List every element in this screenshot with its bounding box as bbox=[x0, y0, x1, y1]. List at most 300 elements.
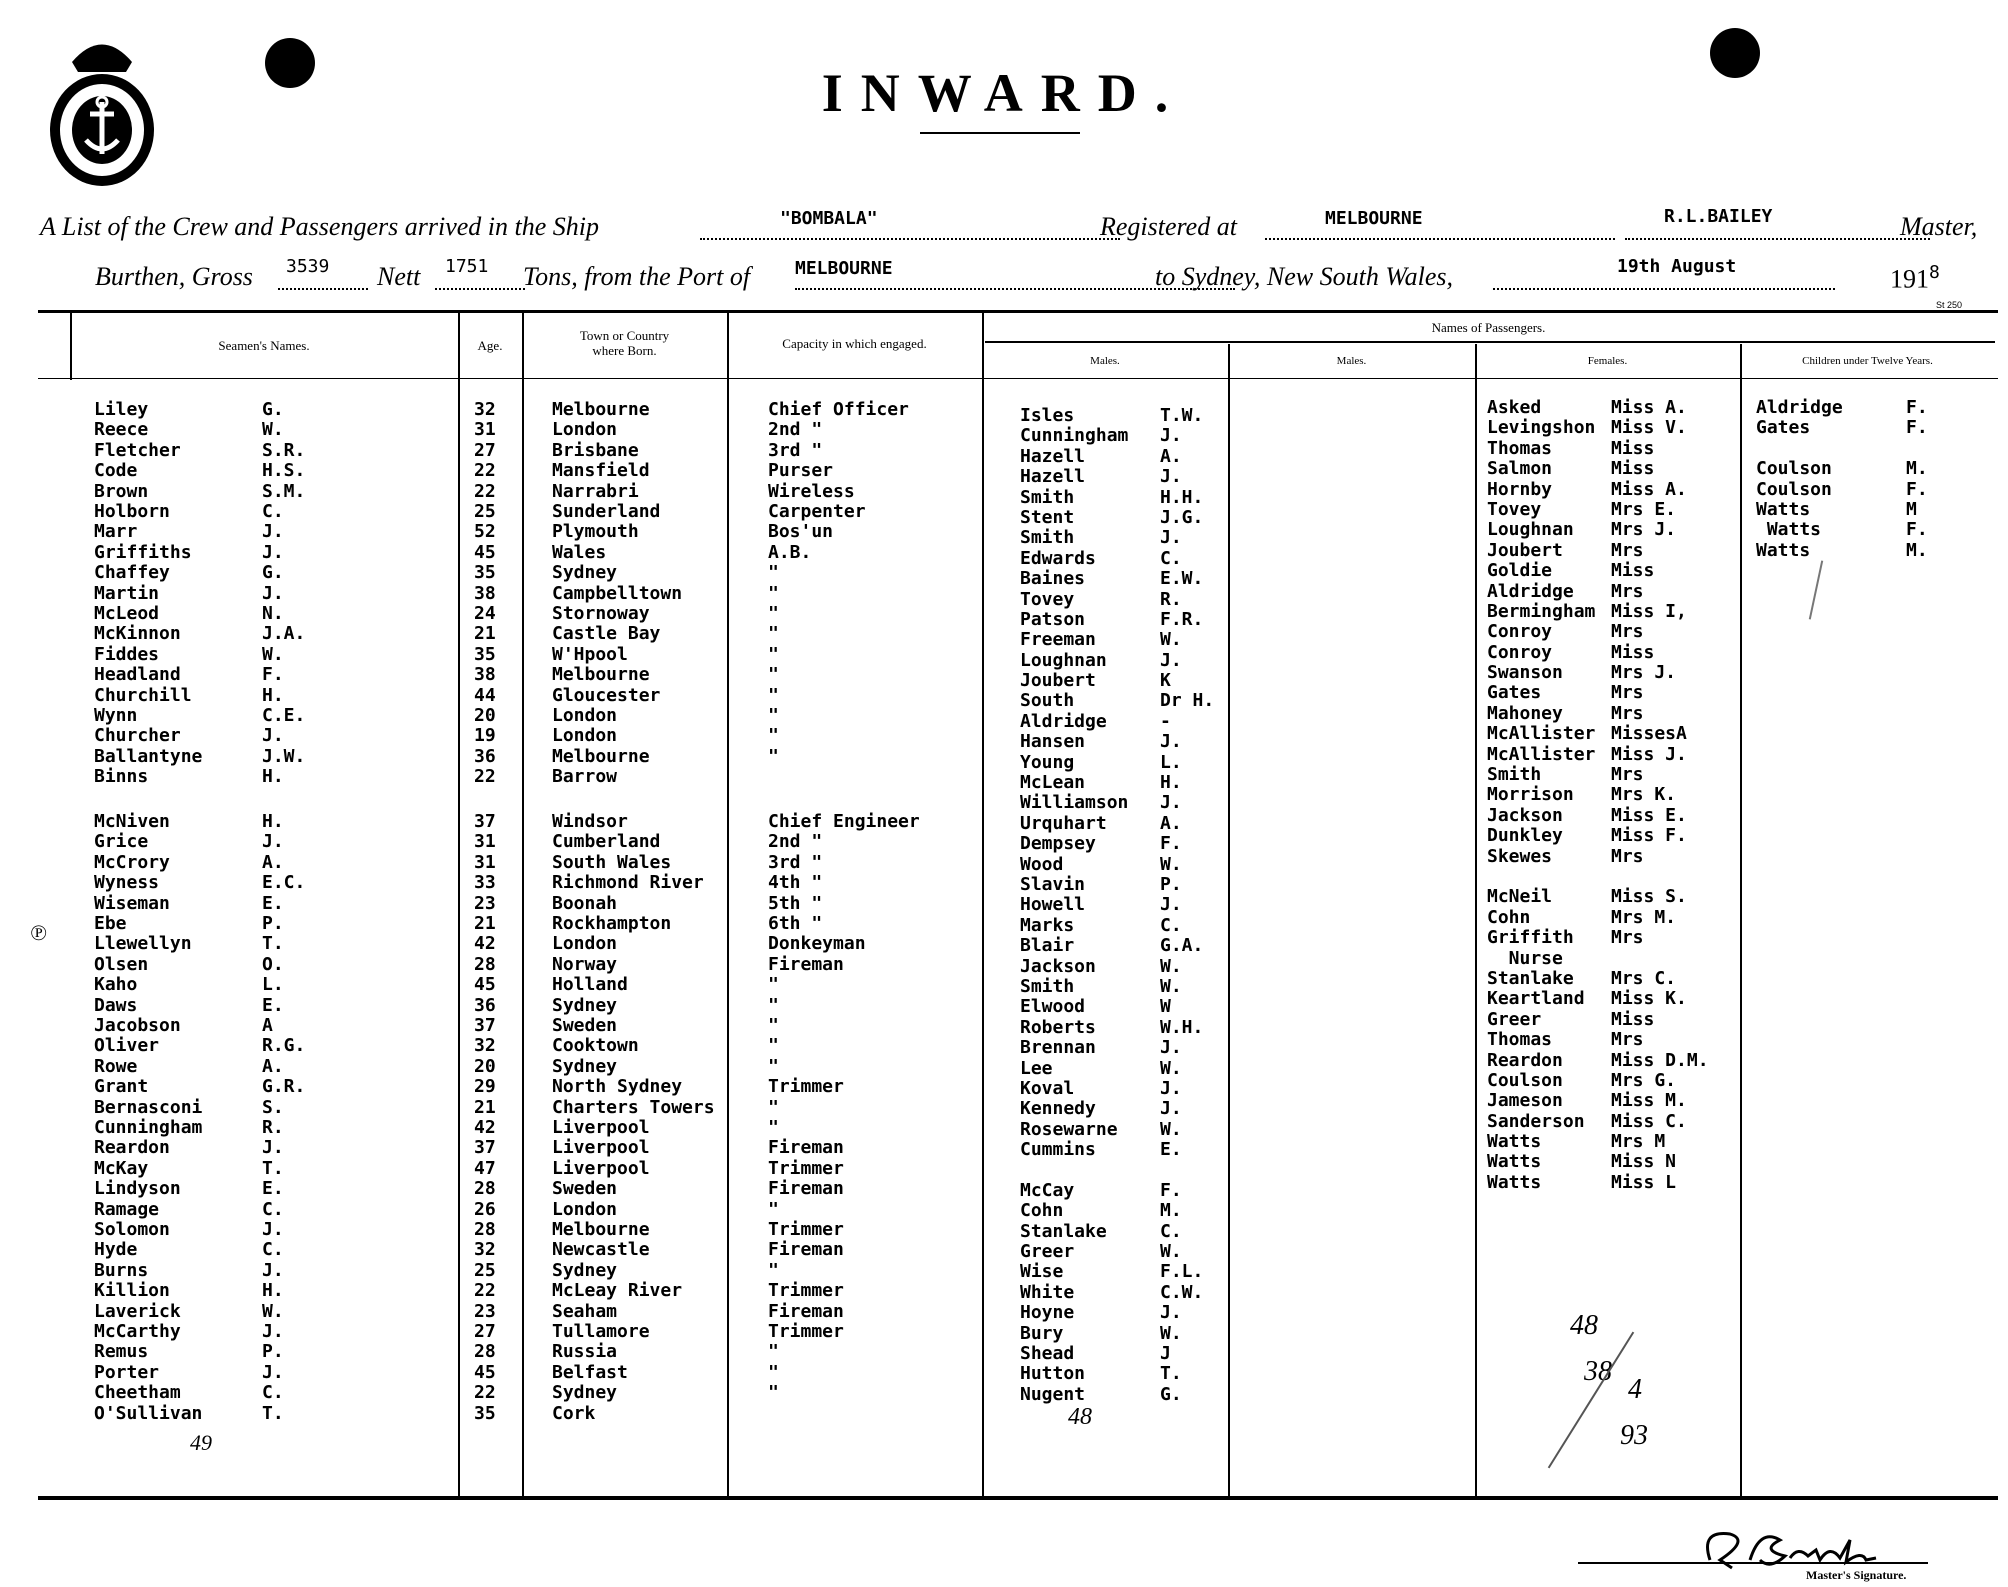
crew-birthplace: Stornoway bbox=[552, 603, 650, 624]
female-passenger-surname: Bermingham bbox=[1487, 600, 1596, 622]
female-passenger-title: Mrs J. bbox=[1611, 519, 1677, 541]
child-passenger-title: F. bbox=[1906, 417, 1928, 439]
crew-surname: Chaffey bbox=[94, 562, 170, 584]
female-passenger-surname: Dunkley bbox=[1487, 825, 1563, 847]
header-line-1 bbox=[40, 206, 2000, 246]
crew-capacity: Trimmer bbox=[768, 1280, 844, 1302]
crew-capacity: 3rd " bbox=[768, 851, 823, 873]
crew-row bbox=[0, 1261, 1000, 1281]
male-passenger-surname: South bbox=[1020, 690, 1075, 712]
female-passenger-title: Mrs M bbox=[1611, 1131, 1666, 1153]
crew-row bbox=[0, 624, 1000, 644]
child-passenger-surname: Gates bbox=[1756, 417, 1811, 439]
crew-initials: E.C. bbox=[262, 872, 306, 894]
crew-initials: J.A. bbox=[262, 623, 306, 645]
female-passenger-surname: Conroy bbox=[1487, 641, 1553, 663]
male-tally: 48 bbox=[1068, 1404, 1092, 1430]
male-passenger-title: W. bbox=[1160, 853, 1182, 875]
male-passenger-title: J. bbox=[1160, 466, 1182, 488]
master-name: R.L.BAILEY bbox=[1664, 206, 1773, 227]
crew-surname: Marr bbox=[94, 521, 138, 543]
crew-birthplace: Brisbane bbox=[552, 439, 639, 461]
crew-age: 26 bbox=[474, 1198, 496, 1220]
rule-females bbox=[1475, 344, 1477, 1496]
male-passenger-title: J bbox=[1160, 1342, 1171, 1364]
child-passenger-surname: Coulson bbox=[1756, 458, 1832, 480]
male-passenger-title: P. bbox=[1160, 873, 1182, 895]
male-passenger-surname: Tovey bbox=[1020, 588, 1075, 610]
crew-row bbox=[0, 645, 1000, 665]
female-passenger-surname: Jackson bbox=[1487, 804, 1563, 826]
year: $191^8$ bbox=[1890, 262, 1940, 294]
crew-age: 28 bbox=[474, 1178, 496, 1200]
crew-birthplace: Gloucester bbox=[552, 684, 661, 706]
crew-age: 21 bbox=[474, 623, 496, 645]
male-passenger-surname: White bbox=[1020, 1281, 1075, 1303]
crew-capacity: Bos'un bbox=[768, 521, 834, 543]
crew-capacity: Wireless bbox=[768, 480, 855, 502]
crew-row bbox=[0, 1138, 1000, 1158]
female-tally: 48 38 4 93 bbox=[1570, 1300, 1700, 1490]
crew-row bbox=[0, 543, 1000, 563]
crew-initials: E. bbox=[262, 1178, 284, 1200]
male-passenger-title: R. bbox=[1160, 588, 1182, 610]
child-passenger-title: F. bbox=[1906, 397, 1928, 418]
crew-initials: S.M. bbox=[262, 480, 306, 502]
child-passenger-title: F. bbox=[1906, 478, 1928, 500]
male-passenger-surname: Hansen bbox=[1020, 731, 1086, 753]
col-females: Females. bbox=[1587, 355, 1628, 367]
crew-birthplace: Sydney bbox=[552, 1259, 618, 1281]
crew-surname: McLeod bbox=[94, 603, 160, 624]
crew-row bbox=[0, 1200, 1000, 1220]
crew-birthplace: Sunderland bbox=[552, 501, 661, 522]
crew-birthplace: Russia bbox=[552, 1341, 618, 1363]
crew-surname: O'Sullivan bbox=[94, 1402, 203, 1424]
female-passenger-surname: Watts bbox=[1487, 1151, 1542, 1173]
crew-age: 22 bbox=[474, 766, 496, 788]
female-passenger-surname: Skewes bbox=[1487, 845, 1553, 867]
crew-birthplace: Newcastle bbox=[552, 1239, 650, 1261]
child-passenger-title: M bbox=[1906, 498, 1917, 520]
crew-surname: Cunningham bbox=[94, 1117, 203, 1138]
female-passenger-surname: Goldie bbox=[1487, 560, 1553, 582]
page-title: INWARD. bbox=[821, 63, 1187, 123]
male-passenger-title: J. bbox=[1160, 527, 1182, 549]
crew-surname: Liley bbox=[94, 399, 149, 420]
female-passenger-surname: Gates bbox=[1487, 682, 1542, 704]
crew-surname: Hyde bbox=[94, 1239, 138, 1261]
male-passenger-surname: Dempsey bbox=[1020, 833, 1096, 855]
male-passenger-surname: Cummins bbox=[1020, 1139, 1096, 1161]
crew-capacity: " bbox=[768, 705, 779, 726]
crew-row bbox=[0, 502, 1000, 522]
crew-row bbox=[0, 420, 1000, 440]
male-passenger-surname: Edwards bbox=[1020, 547, 1096, 569]
crew-surname: Wyness bbox=[94, 872, 160, 894]
female-passenger-surname: Joubert bbox=[1487, 539, 1563, 561]
child-passenger-surname: Watts bbox=[1756, 519, 1822, 541]
crew-row bbox=[0, 522, 1000, 542]
crew-capacity: " bbox=[768, 745, 779, 767]
crew-initials: H. bbox=[262, 766, 284, 788]
crew-age: 28 bbox=[474, 1219, 496, 1240]
crew-surname: Bernasconi bbox=[94, 1096, 203, 1118]
male-passenger-surname: Rosewarne bbox=[1020, 1118, 1118, 1140]
crew-surname: Reardon bbox=[94, 1137, 170, 1159]
crew-age: 36 bbox=[474, 994, 496, 1016]
crew-birthplace: North Sydney bbox=[552, 1076, 683, 1098]
male-passenger-title: M. bbox=[1160, 1200, 1182, 1222]
crew-row bbox=[0, 812, 1000, 832]
signature-caption: Master's Signature. bbox=[1806, 1568, 1907, 1582]
male-passenger-title: T.W. bbox=[1160, 405, 1204, 426]
crew-birthplace: South Wales bbox=[552, 851, 672, 873]
crew-initials: A. bbox=[262, 851, 284, 873]
child-passenger-title: F. bbox=[1906, 519, 1928, 541]
crew-row bbox=[0, 1179, 1000, 1199]
male-passenger-surname: McCay bbox=[1020, 1179, 1075, 1201]
crew-birthplace: London bbox=[552, 933, 618, 955]
crew-birthplace: Norway bbox=[552, 953, 618, 975]
ship-field: "BOMBALA" bbox=[700, 212, 1120, 240]
crew-row bbox=[0, 1383, 1000, 1403]
crew-row bbox=[0, 1036, 1000, 1056]
crew-age: 47 bbox=[474, 1157, 496, 1179]
male-passenger-surname: Slavin bbox=[1020, 873, 1086, 895]
crew-row bbox=[0, 832, 1000, 852]
title-ornament bbox=[920, 132, 1080, 134]
crew-capacity: " bbox=[768, 1382, 779, 1404]
male-passenger-title: E. bbox=[1160, 1139, 1182, 1161]
male-passenger-surname: Hazell bbox=[1020, 445, 1086, 467]
crew-initials: W. bbox=[262, 419, 284, 441]
crew-age: 37 bbox=[474, 1137, 496, 1159]
female-passenger-title: Mrs K. bbox=[1611, 784, 1677, 806]
crew-initials: J. bbox=[262, 521, 284, 543]
crew-capacity: " bbox=[768, 603, 779, 624]
male-passenger-title: W.H. bbox=[1160, 1016, 1204, 1038]
female-passenger-title: Mrs bbox=[1611, 702, 1644, 724]
crew-surname: Wynn bbox=[94, 705, 138, 726]
male-passenger-title: - bbox=[1160, 710, 1171, 732]
male-passenger-surname: Jackson bbox=[1020, 955, 1096, 977]
male-passenger-surname: Cunningham bbox=[1020, 425, 1129, 447]
female-passenger-surname: Levingshon bbox=[1487, 417, 1596, 439]
female-passenger-title: Miss S. bbox=[1611, 886, 1687, 908]
crew-initials: N. bbox=[262, 603, 284, 624]
female-passenger-title: Miss E. bbox=[1611, 804, 1687, 826]
crew-birthplace: Barrow bbox=[552, 766, 618, 788]
crew-capacity: " bbox=[768, 1035, 779, 1057]
male-passenger-title: H. bbox=[1160, 772, 1182, 794]
female-passenger-title: Mrs bbox=[1611, 927, 1644, 949]
female-passenger-title: Miss A. bbox=[1611, 478, 1687, 500]
crew-age: 21 bbox=[474, 1096, 496, 1118]
male-passenger-title: J. bbox=[1160, 1077, 1182, 1099]
crew-capacity: " bbox=[768, 1096, 779, 1118]
crew-surname: Wiseman bbox=[94, 892, 170, 914]
crew-birthplace: Campbelltown bbox=[552, 582, 683, 604]
crew-age: 36 bbox=[474, 745, 496, 767]
female-passenger-surname: Stanlake bbox=[1487, 967, 1574, 989]
crew-initials: W. bbox=[262, 1300, 284, 1322]
crew-row bbox=[0, 996, 1000, 1016]
crew-surname: Olsen bbox=[94, 953, 149, 975]
male-passenger-surname: McLean bbox=[1020, 772, 1086, 794]
crew-surname: Solomon bbox=[94, 1219, 170, 1240]
crew-capacity: Donkeyman bbox=[768, 933, 866, 955]
male-passenger-title: J. bbox=[1160, 1098, 1182, 1120]
crew-initials: A. bbox=[262, 1055, 284, 1077]
crew-capacity: " bbox=[768, 623, 779, 645]
female-passenger-surname: Smith bbox=[1487, 764, 1542, 786]
crew-row bbox=[0, 914, 1000, 934]
male-passenger-surname: Loughnan bbox=[1020, 649, 1107, 671]
crew-capacity: 6th " bbox=[768, 913, 823, 934]
crew-age: 20 bbox=[474, 1055, 496, 1077]
tons-label: Tons, from the Port of bbox=[523, 262, 751, 291]
female-passenger-surname: McAllister bbox=[1487, 743, 1596, 765]
date-field: 19th August bbox=[1493, 262, 1835, 290]
crew-surname: Griffiths bbox=[94, 541, 192, 563]
registered-label: Registered at bbox=[1100, 212, 1237, 241]
crew-surname: McNiven bbox=[94, 811, 170, 832]
male-passenger-title: W bbox=[1160, 996, 1171, 1018]
gross-field: 3539 bbox=[278, 262, 368, 290]
crew-birthplace: Holland bbox=[552, 974, 628, 996]
crew-initials: R. bbox=[262, 1117, 284, 1138]
crew-capacity: " bbox=[768, 684, 779, 706]
male-passenger-surname: Lee bbox=[1020, 1057, 1053, 1079]
child-passenger-surname: Coulson bbox=[1756, 478, 1832, 500]
male-passenger-surname: Aldridge bbox=[1020, 710, 1107, 732]
crew-initials: J. bbox=[262, 541, 284, 563]
male-passenger-surname: Williamson bbox=[1020, 792, 1129, 814]
crew-row bbox=[0, 482, 1000, 502]
crew-row bbox=[0, 461, 1000, 481]
female-passenger-title: Miss bbox=[1611, 1008, 1655, 1030]
crew-age: 23 bbox=[474, 892, 496, 914]
male-passenger-title: W. bbox=[1160, 975, 1182, 997]
crew-initials: S.R. bbox=[262, 439, 306, 461]
female-passenger-surname: Watts bbox=[1487, 1131, 1542, 1153]
crew-tally: 49 bbox=[190, 1430, 212, 1455]
crew-row bbox=[0, 1057, 1000, 1077]
crew-age: 45 bbox=[474, 974, 496, 996]
form-number: St 250 bbox=[1936, 300, 1963, 310]
female-passenger-title: Mrs bbox=[1611, 580, 1644, 602]
crew-row bbox=[0, 894, 1000, 914]
child-passenger-title: M. bbox=[1906, 539, 1928, 561]
crew-birthplace: Liverpool bbox=[552, 1137, 650, 1159]
female-passenger-title: Mrs bbox=[1611, 764, 1644, 786]
signature-line bbox=[1578, 1562, 1928, 1564]
nett-field: 1751 bbox=[435, 262, 525, 290]
crew-row bbox=[0, 1240, 1000, 1260]
crew-age: 22 bbox=[474, 460, 496, 482]
crew-age: 19 bbox=[474, 725, 496, 747]
master-label: Master, bbox=[1900, 212, 1978, 241]
female-passenger-surname: Morrison bbox=[1487, 784, 1574, 806]
female-passenger-surname: McNeil bbox=[1487, 886, 1553, 908]
crew-surname: Oliver bbox=[94, 1035, 160, 1057]
crew-surname: Remus bbox=[94, 1341, 149, 1363]
crew-surname: Laverick bbox=[94, 1300, 181, 1322]
female-passenger-title: Miss bbox=[1611, 560, 1655, 582]
male-passenger-surname: Joubert bbox=[1020, 670, 1096, 692]
crew-age: 45 bbox=[474, 541, 496, 563]
crew-capacity: " bbox=[768, 562, 779, 584]
female-passenger-surname: Tovey bbox=[1487, 498, 1542, 520]
col-males-2: Males. bbox=[1336, 355, 1367, 367]
male-passenger-title: Dr H. bbox=[1160, 690, 1215, 712]
crew-birthplace: Rockhampton bbox=[552, 913, 672, 934]
rule-males2 bbox=[1228, 344, 1230, 1496]
crew-initials: J. bbox=[262, 1361, 284, 1383]
male-passenger-surname: Brennan bbox=[1020, 1037, 1096, 1059]
crew-age: 22 bbox=[474, 1280, 496, 1302]
crew-capacity: " bbox=[768, 1341, 779, 1363]
crew-birthplace: Richmond River bbox=[552, 872, 704, 894]
crew-surname: McCrory bbox=[94, 851, 170, 873]
crew-initials: T. bbox=[262, 1157, 284, 1179]
female-passenger-surname: Thomas bbox=[1487, 437, 1553, 459]
female-passenger-surname: Coulson bbox=[1487, 1069, 1563, 1091]
male-passenger-title: L. bbox=[1160, 751, 1182, 773]
crew-initials: H. bbox=[262, 811, 284, 832]
female-passenger-title: Miss bbox=[1611, 458, 1655, 480]
crew-birthplace: Mansfield bbox=[552, 460, 650, 482]
male-passenger-surname: Blair bbox=[1020, 935, 1075, 957]
crew-age: 38 bbox=[474, 582, 496, 604]
male-passenger-title: F. bbox=[1160, 1179, 1182, 1201]
male-passenger-title: W. bbox=[1160, 629, 1182, 651]
crew-capacity: Trimmer bbox=[768, 1157, 844, 1179]
header-line-2 bbox=[95, 256, 1995, 296]
female-passenger-surname: Jameson bbox=[1487, 1090, 1563, 1112]
crew-birthplace: Windsor bbox=[552, 811, 628, 832]
female-passenger-surname: Watts bbox=[1487, 1171, 1542, 1193]
crew-surname: Daws bbox=[94, 994, 138, 1016]
crew-initials: C. bbox=[262, 1198, 284, 1220]
crew-capacity: " bbox=[768, 725, 779, 747]
female-passenger-title: Mrs M. bbox=[1611, 906, 1677, 928]
crew-capacity: Fireman bbox=[768, 1178, 844, 1200]
female-passenger-title: Miss A. bbox=[1611, 397, 1687, 418]
crew-surname: Lindyson bbox=[94, 1178, 181, 1200]
male-passenger-surname: Wise bbox=[1020, 1261, 1064, 1283]
crew-birthplace: Melbourne bbox=[552, 664, 650, 686]
male-passenger-title: C.W. bbox=[1160, 1281, 1204, 1303]
table-top-border bbox=[38, 310, 1998, 313]
male-passenger-title: W. bbox=[1160, 1241, 1182, 1263]
crew-age: 32 bbox=[474, 1035, 496, 1057]
crew-row bbox=[0, 1322, 1000, 1342]
female-passenger-title: Miss N bbox=[1611, 1151, 1677, 1173]
registered-field: MELBOURNE bbox=[1265, 212, 1615, 240]
col-seamen: Seamen's Names. bbox=[218, 338, 310, 353]
crew-age: 37 bbox=[474, 1015, 496, 1036]
male-passenger-title: J. bbox=[1160, 894, 1182, 916]
female-passenger-surname: Griffith bbox=[1487, 927, 1574, 949]
crew-initials: J. bbox=[262, 1259, 284, 1281]
col-capacity: Capacity in which engaged. bbox=[782, 336, 927, 351]
crew-capacity: " bbox=[768, 994, 779, 1016]
crew-row bbox=[0, 955, 1000, 975]
crew-age: 22 bbox=[474, 1382, 496, 1404]
crew-capacity: " bbox=[768, 582, 779, 604]
female-passenger-title: Mrs bbox=[1611, 682, 1644, 704]
crew-birthplace: Sweden bbox=[552, 1178, 618, 1200]
female-passenger-surname: Aldridge bbox=[1487, 580, 1574, 602]
crew-initials: P. bbox=[262, 1341, 284, 1363]
female-passenger-title: MissesA bbox=[1611, 723, 1687, 745]
crew-age: 24 bbox=[474, 603, 496, 624]
crew-birthplace: Belfast bbox=[552, 1361, 628, 1383]
crew-row bbox=[0, 934, 1000, 954]
male-passenger-surname: Stent bbox=[1020, 506, 1075, 528]
from-port-field: MELBOURNE bbox=[795, 262, 1235, 290]
burthen-label: Burthen, Gross bbox=[95, 262, 253, 291]
crew-birthplace: London bbox=[552, 725, 618, 747]
crew-initials: J. bbox=[262, 1137, 284, 1159]
male-passenger-title: W. bbox=[1160, 1322, 1182, 1344]
male-passenger-surname: Kennedy bbox=[1020, 1098, 1096, 1120]
crew-birthplace: Liverpool bbox=[552, 1117, 650, 1138]
crew-initials: H. bbox=[262, 684, 284, 706]
crew-capacity: Purser bbox=[768, 460, 834, 482]
crew-initials: S. bbox=[262, 1096, 284, 1118]
crew-birthplace: Plymouth bbox=[552, 521, 639, 543]
female-passenger-title: Mrs C. bbox=[1611, 967, 1677, 989]
crew-capacity: " bbox=[768, 1259, 779, 1281]
crew-capacity: Chief Engineer bbox=[768, 811, 920, 832]
female-passenger-title: Miss K. bbox=[1611, 988, 1687, 1010]
crew-initials: C. bbox=[262, 501, 284, 522]
male-passenger-surname: Smith bbox=[1020, 975, 1075, 997]
crew-age: 33 bbox=[474, 872, 496, 894]
crew-row bbox=[0, 726, 1000, 746]
crew-birthplace: Sydney bbox=[552, 1055, 618, 1077]
crew-capacity: " bbox=[768, 1015, 779, 1036]
crew-capacity: 2nd " bbox=[768, 419, 823, 441]
table-bottom-border bbox=[38, 1496, 1998, 1500]
female-passenger-title: Miss F. bbox=[1611, 825, 1687, 847]
crew-age: 20 bbox=[474, 705, 496, 726]
crew-row bbox=[0, 1016, 1000, 1036]
col-children: Children under Twelve Years. bbox=[1802, 355, 1933, 367]
female-passenger-title: Miss bbox=[1611, 641, 1655, 663]
crew-age: 35 bbox=[474, 643, 496, 665]
crew-age: 31 bbox=[474, 419, 496, 441]
crew-birthplace: Narrabri bbox=[552, 480, 639, 502]
crew-capacity: A.B. bbox=[768, 541, 812, 563]
crew-row bbox=[0, 1159, 1000, 1179]
crew-row bbox=[0, 1220, 1000, 1240]
crew-surname: Grant bbox=[94, 1076, 149, 1098]
crew-surname: Llewellyn bbox=[94, 933, 192, 955]
female-passenger-title: Miss D.M. bbox=[1611, 1049, 1709, 1071]
female-passenger-title: Mrs G. bbox=[1611, 1069, 1677, 1091]
male-passenger-title: A. bbox=[1160, 445, 1182, 467]
crew-birthplace: Sydney bbox=[552, 994, 618, 1016]
female-passenger-surname: Hornby bbox=[1487, 478, 1553, 500]
female-passenger-title: Miss C. bbox=[1611, 1110, 1687, 1132]
crew-surname: Holborn bbox=[94, 501, 170, 522]
crew-surname: Ebe bbox=[94, 913, 127, 934]
crew-birthplace: Liverpool bbox=[552, 1157, 650, 1179]
